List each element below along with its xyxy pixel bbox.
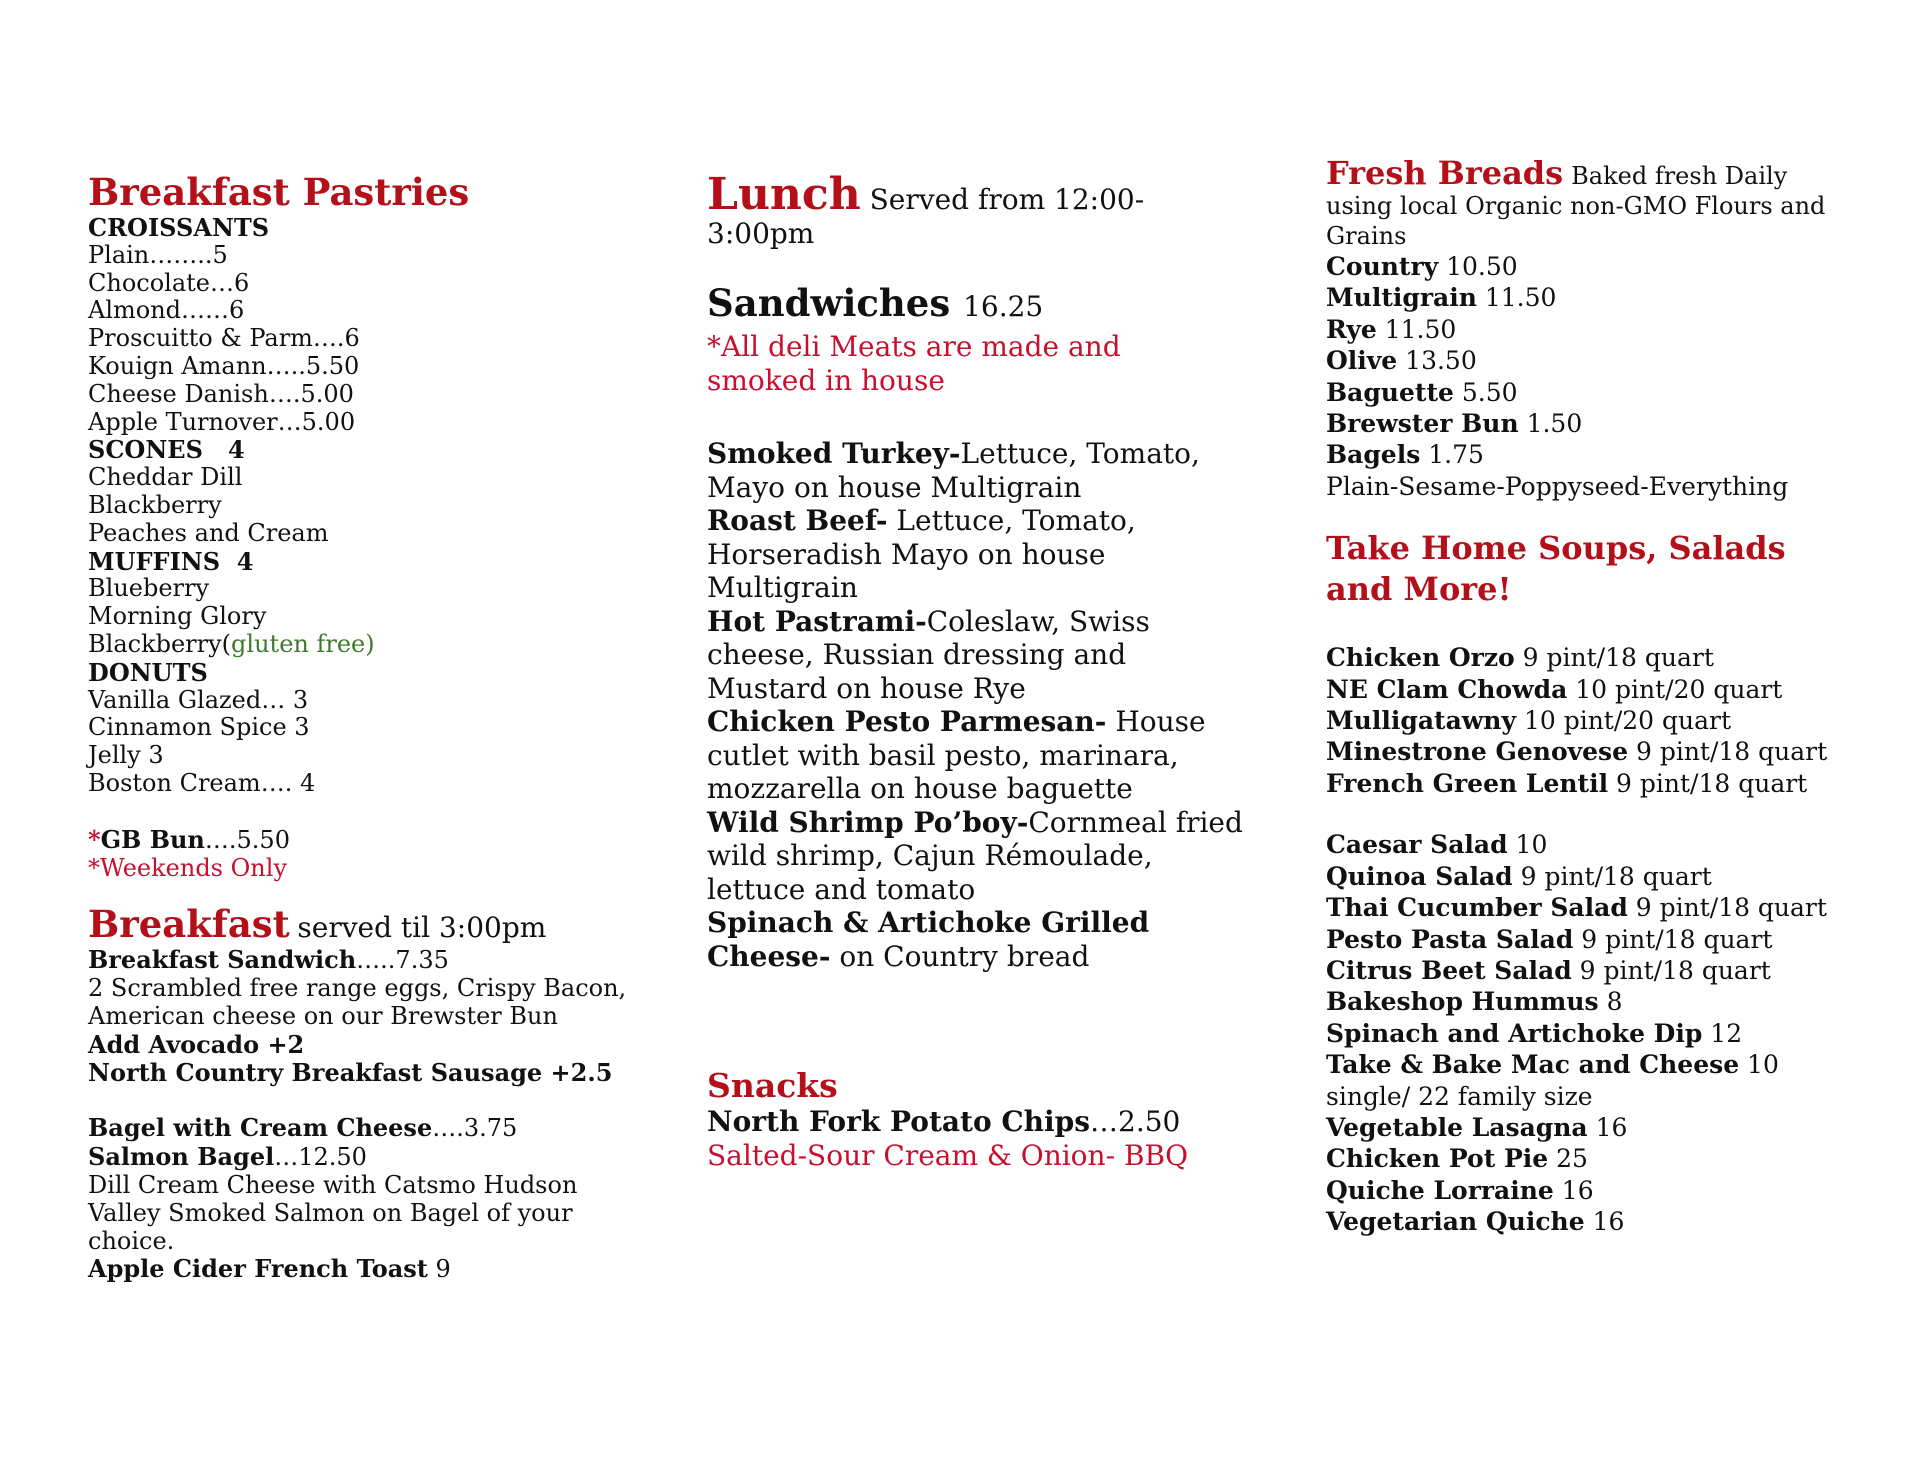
weekends-only-note: *Weekends Only — [88, 853, 287, 882]
item-price: ….3.75 — [432, 1114, 518, 1143]
item-name: Country — [1326, 252, 1439, 281]
item-name: Multigrain — [1326, 283, 1477, 313]
menu-item: Blackberry — [88, 490, 222, 519]
item-name: North Fork Potato Chips — [707, 1105, 1091, 1138]
breakfast-heading-row — [88, 902, 668, 946]
item-name: Vegetarian Quiche — [1326, 1207, 1585, 1237]
item-name: Mulligatawny — [1326, 706, 1516, 736]
sandwich-item — [707, 504, 1157, 605]
soup-item — [1326, 768, 1886, 799]
item-name: Spinach & Artichoke Grilled Cheese- — [707, 906, 1150, 973]
salad-item — [1326, 861, 1886, 892]
sandwich-item — [707, 605, 1157, 706]
item-price: …2.50 — [1090, 1105, 1181, 1138]
chips-flavors: Salted-Sour Cream & Onion- BBQ — [707, 1138, 1189, 1172]
main-item — [1326, 1143, 1886, 1174]
menu-item: Cheese Danish….5.00 — [88, 379, 354, 408]
column-breads-take-home — [1326, 154, 1886, 1238]
item-name: Thai Cucumber Salad — [1326, 893, 1628, 923]
item-name: Brewster Bun — [1326, 409, 1519, 439]
breakfast-heading: Breakfast — [88, 902, 290, 947]
menu-item: Apple Turnover…5.00 — [88, 407, 356, 436]
item-name: Quiche Lorraine — [1326, 1175, 1554, 1205]
item-name: Spinach and Artichoke Dip — [1326, 1018, 1703, 1048]
bread-item — [1326, 345, 1886, 376]
salmon-bagel-item — [88, 1143, 668, 1172]
soup-item — [1326, 642, 1886, 673]
item-price: 9 pint/18 quart — [1608, 768, 1808, 798]
item-price: 10.50 — [1438, 252, 1518, 281]
item-name: Apple Cider French Toast — [88, 1254, 428, 1284]
sandwiches-price: 16.25 — [963, 290, 1044, 323]
column-breakfast — [88, 170, 668, 1284]
bread-item — [1326, 251, 1886, 282]
item-price: 9 pint/18 quart — [1571, 955, 1771, 985]
lunch-heading-row — [707, 169, 1177, 250]
item-name: Citrus Beet Salad — [1326, 955, 1572, 985]
menu-item: Boston Cream…. 4 — [88, 768, 316, 797]
breakfast-sandwich-item — [88, 946, 668, 975]
item-price: …12.50 — [274, 1143, 367, 1172]
item-name: Chicken Orzo — [1326, 643, 1515, 673]
asterisk: * — [88, 824, 101, 854]
menu-item: Jelly 3 — [88, 741, 164, 770]
item-price: 10 pint/20 quart — [1516, 706, 1732, 736]
sandwich-item — [707, 806, 1247, 907]
deli-note-text: All deli Meats are made and smoked in house — [707, 330, 1121, 397]
item-name: Rye — [1326, 314, 1377, 344]
menu-item: Almond……6 — [88, 296, 245, 325]
soup-item — [1326, 705, 1886, 736]
item-name: Hot Pastrami- — [707, 604, 927, 638]
item-price: 10 — [1507, 830, 1548, 860]
salad-item — [1326, 924, 1886, 955]
item-name: Take & Bake Mac and Cheese — [1326, 1050, 1740, 1080]
item-name: Minestrone Genovese — [1326, 737, 1629, 767]
item-description: Coleslaw, Swiss cheese, Russian dressing and Mustard on house Rye — [707, 604, 1150, 705]
lunch-hours: Served from 12:00-3:00pm — [707, 183, 1145, 250]
croissants-heading: CROISSANTS — [88, 213, 270, 242]
add-on-item: Add Avocado +2 — [88, 1029, 305, 1059]
sandwiches-heading: Sandwiches — [707, 281, 951, 325]
menu-item: Blueberry — [88, 574, 210, 603]
deli-note — [707, 330, 1137, 397]
sandwich-item — [707, 437, 1247, 504]
gluten-free-note: gluten free) — [231, 629, 375, 658]
item-price: 9 pint/18 quart — [1514, 643, 1714, 673]
menu-item: Proscuitto & Parm….6 — [88, 324, 360, 353]
item-name: Baguette — [1326, 377, 1454, 407]
donuts-heading: DONUTS — [88, 657, 208, 687]
item-price: 11.50 — [1376, 314, 1457, 344]
menu-item: Vanilla Glazed… 3 — [88, 685, 309, 714]
menu-item: Cheddar Dill — [88, 463, 243, 492]
item-price: 16 — [1587, 1112, 1628, 1142]
item-price: 9 pint/18 quart — [1512, 861, 1712, 891]
gb-bun-item — [88, 826, 668, 855]
item-name: Caesar Salad — [1326, 830, 1508, 860]
item-price: 8 — [1598, 987, 1623, 1017]
item-price: 12 — [1702, 1018, 1743, 1048]
item-name: Breakfast Sandwich — [88, 945, 357, 975]
item-price: …..7.35 — [356, 946, 449, 975]
item-price: 10 pint/20 quart — [1567, 674, 1783, 704]
item-name: Bagels — [1326, 440, 1421, 470]
item-price: 11.50 — [1476, 283, 1557, 313]
scones-heading: SCONES 4 — [88, 435, 245, 465]
item-name: French Green Lentil — [1326, 768, 1609, 798]
item-price: 9 — [427, 1255, 451, 1284]
sandwich-item — [707, 906, 1157, 973]
fresh-breads-description: Baked fresh Daily using local Organic non-GMO Flours and Grains — [1326, 162, 1826, 250]
chips-item — [707, 1105, 1267, 1139]
deli-note-star: * — [707, 330, 721, 363]
item-name: Salmon Bagel — [88, 1142, 275, 1172]
item-name: Chicken Pot Pie — [1326, 1144, 1549, 1174]
item-name: Blackberry( — [88, 629, 232, 658]
item-name: Chicken Pesto Parmesan- — [707, 705, 1107, 738]
salad-item — [1326, 1018, 1886, 1049]
item-description: Lettuce, Tomato, Horseradish Mayo on house Multigrain — [707, 504, 1136, 604]
menu-item: Morning Glory — [88, 602, 267, 631]
item-price: ….5.50 — [204, 825, 290, 854]
lunch-heading: Lunch — [707, 169, 861, 220]
bread-item — [1326, 282, 1886, 313]
item-price: 9 pint/18 quart — [1627, 893, 1827, 923]
main-item — [1326, 1175, 1886, 1206]
item-name: Roast Beef- — [707, 504, 888, 537]
item-name: Vegetable Lasagna — [1326, 1112, 1588, 1142]
bread-item — [1326, 314, 1886, 345]
add-on-item: North Country Breakfast Sausage +2.5 — [88, 1057, 613, 1087]
fresh-breads-heading: Fresh Breads — [1326, 154, 1564, 192]
menu-item-gluten-free — [88, 631, 668, 659]
item-name: Bakeshop Hummus — [1326, 987, 1599, 1017]
item-price: 10 — [1739, 1050, 1779, 1080]
breakfast-hours: served til 3:00pm — [297, 911, 547, 945]
bread-item — [1326, 439, 1886, 470]
menu-item: Peaches and Cream — [88, 518, 329, 547]
item-description: Lettuce, Tomato, Mayo on house Multigrain — [707, 437, 1200, 504]
snacks-heading: Snacks — [707, 1066, 838, 1105]
take-home-heading: Take Home Soups, Salads and More! — [1326, 529, 1786, 609]
item-price: 1.75 — [1420, 440, 1484, 470]
item-name: Pesto Pasta Salad — [1326, 924, 1574, 954]
bagel-types: Plain-Sesame-Poppyseed-Everything — [1326, 471, 1789, 501]
item-price: 5.50 — [1453, 377, 1518, 407]
item-price: 16 — [1584, 1207, 1625, 1237]
item-price: 13.50 — [1397, 346, 1477, 376]
salad-item — [1326, 986, 1886, 1017]
main-item — [1326, 1206, 1886, 1237]
menu-item: Plain……..5 — [88, 240, 228, 269]
item-description: 2 Scrambled free range eggs, Crispy Bacon, American cheese on our Brewster Bun — [88, 974, 627, 1030]
french-toast-item — [88, 1255, 668, 1284]
muffins-heading: MUFFINS 4 — [88, 546, 254, 576]
item-name: Olive — [1326, 346, 1398, 376]
item-description: Cornmeal fried wild shrimp, Cajun Rémoulade, lettuce and tomato — [707, 805, 1243, 906]
item-name: GB Bun — [100, 824, 205, 854]
item-name: Wild Shrimp Po’boy- — [707, 805, 1029, 839]
item-description: Dill Cream Cheese with Catsmo Hudson Valley Smoked Salmon on Bagel of your choice. — [88, 1170, 578, 1255]
bread-item — [1326, 408, 1886, 439]
item-name: Smoked Turkey- — [707, 437, 961, 470]
bread-item — [1326, 377, 1886, 408]
soup-item — [1326, 736, 1886, 767]
salad-item — [1326, 892, 1886, 923]
item-price: 9 pint/18 quart — [1573, 924, 1773, 954]
item-price: 1.50 — [1518, 409, 1583, 439]
item-name: Bagel with Cream Cheese — [88, 1113, 433, 1143]
salad-item — [1326, 829, 1886, 860]
sandwiches-heading-row — [707, 280, 1267, 330]
menu-item: Cinnamon Spice 3 — [88, 713, 310, 742]
item-name: Quinoa Salad — [1326, 861, 1513, 891]
item-price: 16 — [1553, 1175, 1594, 1205]
menu-item: Kouign Amann…..5.50 — [88, 351, 360, 380]
soup-item — [1326, 674, 1886, 705]
bagel-cream-cheese-item — [88, 1114, 668, 1143]
main-item — [1326, 1112, 1886, 1143]
fresh-breads-heading-row — [1326, 154, 1846, 251]
item-price: 9 pint/18 quart — [1628, 737, 1828, 767]
item-description: House cutlet with basil pesto, marinara, mozzarella on house baguette — [707, 705, 1206, 805]
item-price: 25 — [1548, 1144, 1588, 1174]
salad-item — [1326, 955, 1886, 986]
mac-sizes: single/ 22 family size — [1326, 1081, 1593, 1111]
sandwich-list — [707, 437, 1267, 973]
item-description: on Country bread — [830, 939, 1090, 973]
column-lunch — [707, 169, 1267, 1172]
menu-item: Chocolate…6 — [88, 268, 250, 297]
sandwich-item — [707, 705, 1207, 806]
item-name: NE Clam Chowda — [1326, 674, 1568, 704]
salad-item — [1326, 1049, 1886, 1080]
breakfast-pastries-heading: Breakfast Pastries — [88, 170, 470, 214]
